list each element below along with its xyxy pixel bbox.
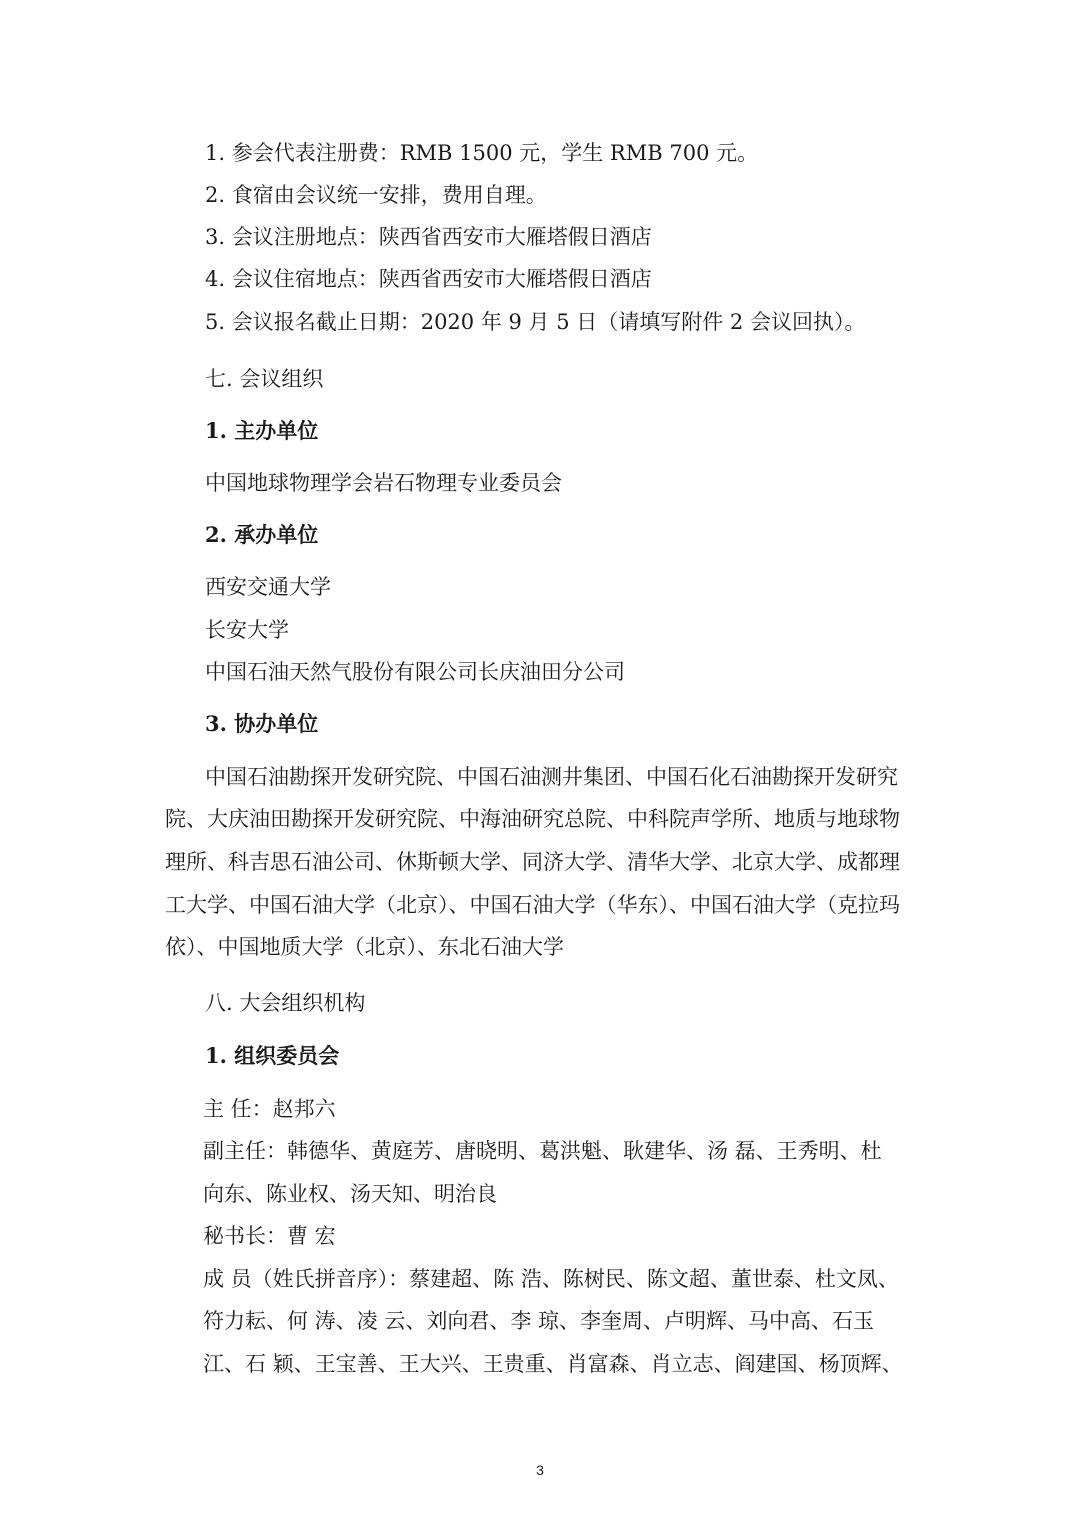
fee-item-accommodation: 2. 食宿由会议统一安排，费用自理。 — [205, 183, 547, 207]
subheading-organizer: 2. 承办单位 — [205, 522, 319, 547]
fee-item-deadline: 5. 会议报名截止日期：2020 年 9 月 5 日（请填写附件 2 会议回执）。 — [205, 310, 866, 334]
fee-item-lodging-location: 4. 会议住宿地点：陕西省西安市大雁塔假日酒店 — [205, 267, 652, 291]
co-organizer-line: 中国石油勘探开发研究院、中国石油测井集团、中国石化石油勘探开发研究 — [205, 765, 898, 789]
subheading-host: 1. 主办单位 — [205, 418, 319, 443]
section-heading-committee-structure: 八. 大会组织机构 — [205, 991, 366, 1015]
committee-member-line: 成 员（姓氏拼音序）：蔡建超、陈 浩、陈树民、陈文超、董世泰、杜文凤、 — [203, 1267, 899, 1291]
page-number: 3 — [536, 1462, 544, 1478]
organizer-unit: 西安交通大学 — [205, 575, 331, 599]
fee-item-registration-location: 3. 会议注册地点：陕西省西安市大雁塔假日酒店 — [205, 225, 652, 249]
committee-member-line: 江、石 颖、王宝善、王大兴、王贵重、肖富森、肖立志、阎建国、杨顶辉、 — [203, 1352, 903, 1376]
section-heading-organization: 七. 会议组织 — [205, 367, 324, 391]
co-organizer-line: 工大学、中国石油大学（北京）、中国石油大学（华东）、中国石油大学（克拉玛 — [165, 893, 900, 917]
subheading-co-organizer: 3. 协办单位 — [205, 711, 319, 736]
committee-vice-chair-line: 向东、陈业权、汤天知、明治良 — [203, 1182, 497, 1206]
committee-secretary-general: 秘书长：曹 宏 — [203, 1224, 336, 1248]
co-organizer-line: 理所、科吉思石油公司、休斯顿大学、同济大学、清华大学、北京大学、成都理 — [165, 850, 900, 874]
subheading-organizing-committee: 1. 组织委员会 — [205, 1043, 340, 1068]
co-organizer-line: 依）、中国地质大学（北京）、东北石油大学 — [165, 935, 564, 959]
organizer-unit: 长安大学 — [205, 618, 289, 642]
host-unit: 中国地球物理学会岩石物理专业委员会 — [205, 471, 562, 495]
co-organizer-line: 院、大庆油田勘探开发研究院、中海油研究总院、中科院声学所、地质与地球物 — [165, 807, 900, 831]
committee-vice-chair-line: 副主任：韩德华、黄庭芳、唐晓明、葛洪魁、耿建华、汤 磊、王秀明、杜 — [203, 1139, 882, 1163]
fee-item-registration: 1. 参会代表注册费：RMB 1500 元，学生 RMB 700 元。 — [205, 141, 759, 165]
committee-chair: 主 任：赵邦六 — [203, 1097, 336, 1121]
committee-member-line: 符力耘、何 涛、凌 云、刘向君、李 琼、李奎周、卢明辉、马中高、石玉 — [203, 1309, 875, 1333]
organizer-unit: 中国石油天然气股份有限公司长庆油田分公司 — [205, 660, 625, 684]
